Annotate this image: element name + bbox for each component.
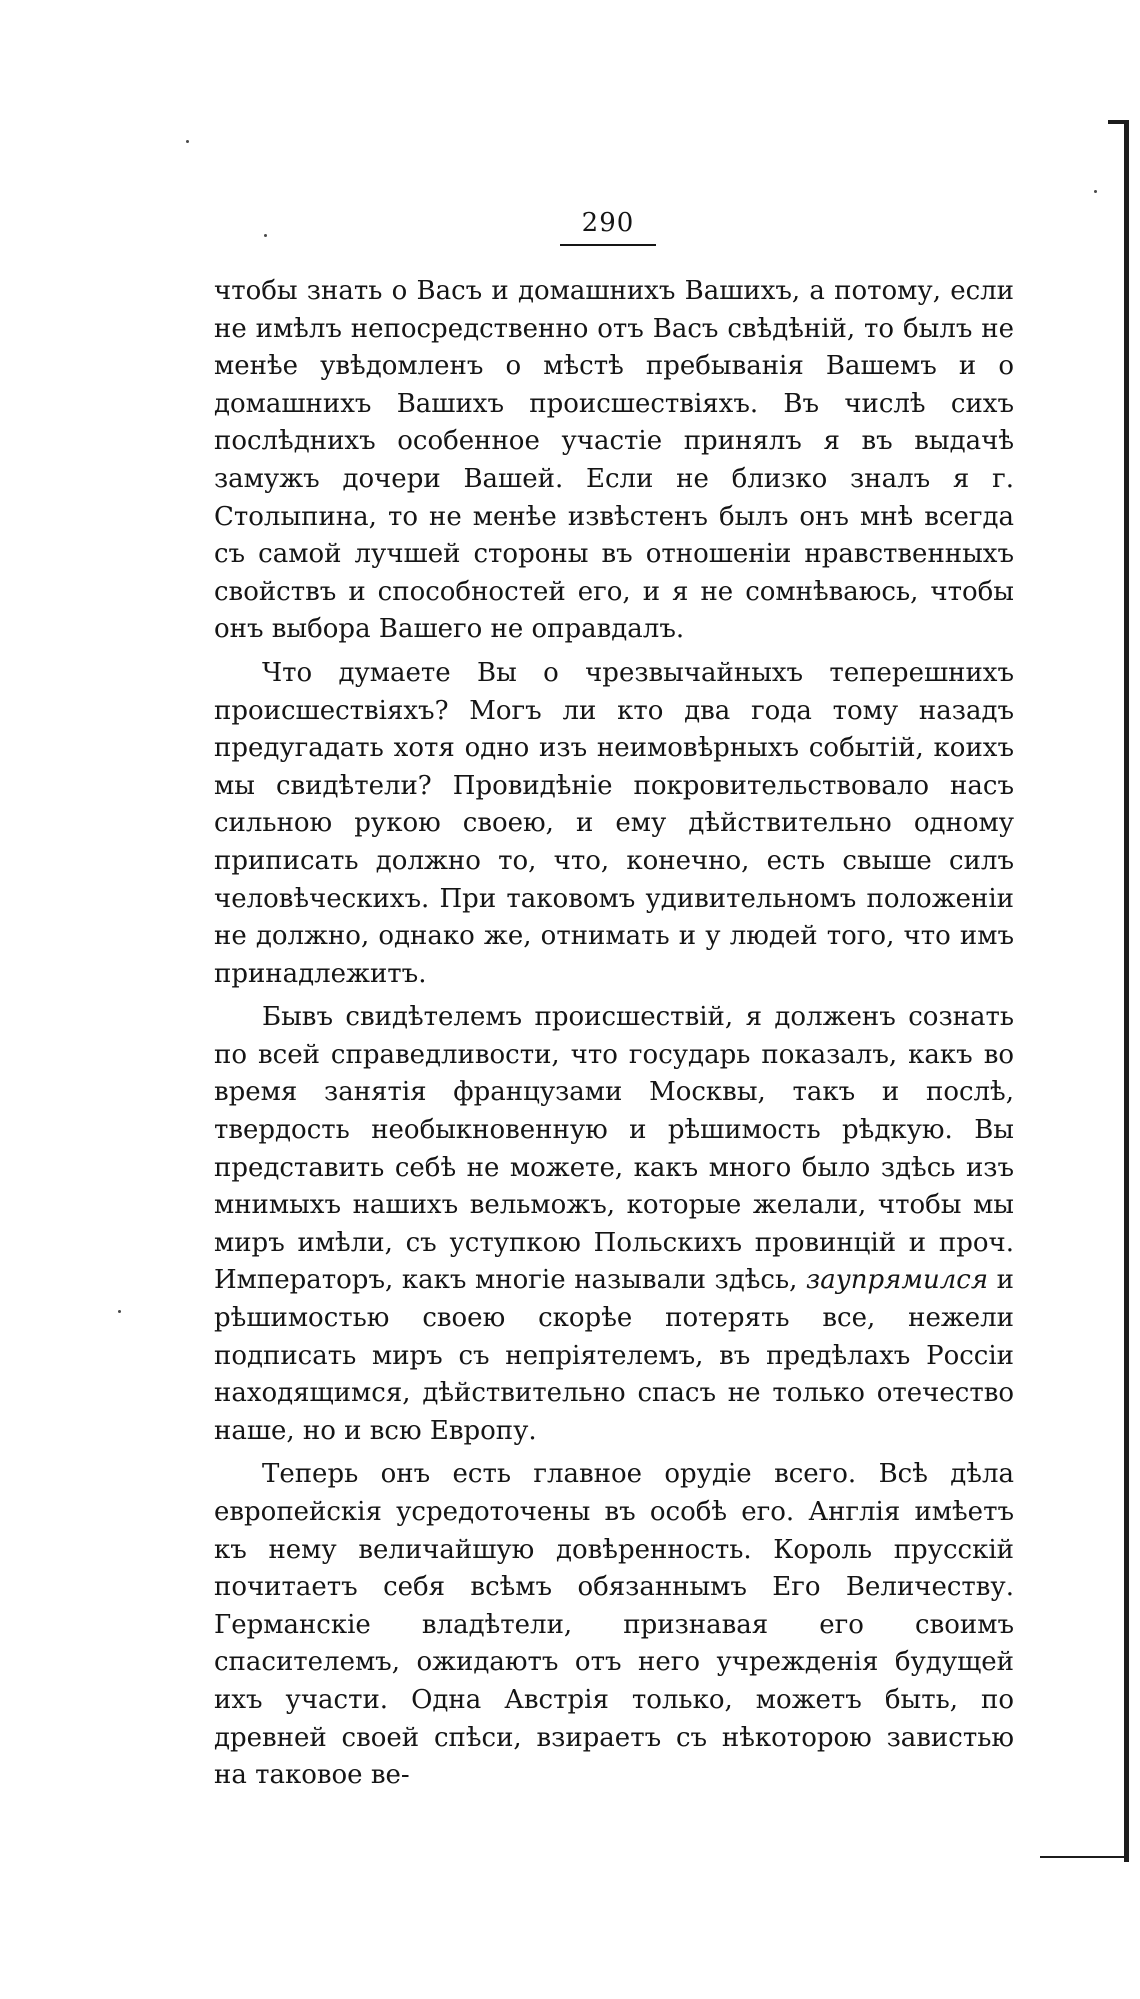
paragraph-3-text-end: и рѣшимостью своею скорѣе потерять все, нежели подписать миръ съ непріятелемъ, въ предѣлахъ Россіи находящимся, дѣйствительно спасъ не только отечество наше, но и всю Европу. bbox=[214, 1265, 1014, 1446]
paragraph-1: чтобы знать о Васъ и домашнихъ Вашихъ, а потому, если не имѣлъ непосредственно отъ Васъ свѣдѣній, то былъ не менѣе увѣдомленъ о мѣстѣ пребыванія Вашемъ и о домашнихъ Вашихъ происшествіяхъ. Въ числѣ сихъ послѣднихъ особенное участіе принялъ я въ выдачѣ замужъ дочери Вашей. Если не близко зналъ я г. Столыпина, то не менѣе извѣстенъ былъ онъ мнѣ всегда съ самой лучшей стороны въ отношеніи нравственныхъ свойствъ и способностей его, и я не сомнѣваюсь, чтобы онъ выбора Вашего не оправдалъ. bbox=[214, 276, 1014, 645]
page-edge-bar bbox=[1124, 120, 1129, 1862]
scan-speck bbox=[264, 234, 267, 237]
paragraph-4: Теперь онъ есть главное орудіе всего. Всѣ дѣла европейскія усредоточены въ особѣ его. Англія имѣетъ къ нему величайшую довѣренность. Король прусскій почитаетъ себя всѣмъ обязаннымъ Его Величеству. Германскіе владѣтели, признавая его своимъ спасителемъ, ожидаютъ отъ него учрежденія будущей ихъ участи. Одна Австрія только, можетъ быть, по древней своей спѣси, взираетъ съ нѣкоторою завистью на таковое ве- bbox=[214, 1459, 1014, 1791]
scan-speck bbox=[1094, 190, 1097, 193]
italic-word: заупрямился bbox=[806, 1265, 989, 1296]
scan-speck bbox=[186, 140, 189, 143]
paragraph-2: Что думаете Вы о чрезвычайныхъ теперешнихъ происшествіяхъ? Могъ ли кто два года тому назадъ предугадать хотя одно изъ неимовѣрныхъ событій, коихъ мы свидѣтели? Провидѣніе покровительствовало насъ сильною рукою своею, и ему дѣйствительно одному приписать должно то, что, конечно, есть свыше силъ человѣческихъ. При таковомъ удивительномъ положеніи не должно, однако же, отнимать и у людей того, что имъ принадлежитъ. bbox=[214, 657, 1014, 989]
scan-speck bbox=[118, 1310, 121, 1313]
page-number: 290 bbox=[560, 208, 656, 246]
page-edge-notch bbox=[1108, 120, 1124, 124]
page-edge-foot-line bbox=[1040, 1856, 1124, 1858]
body-text bbox=[214, 273, 1014, 1795]
paragraph-3-text-start: Бывъ свидѣтелемъ происшествій, я долженъ сознать по всей справедливости, что государь показалъ, какъ во время занятія французами Москвы, такъ и послѣ, твердость необыкновенную и рѣшимость рѣдкую. Вы представить себѣ не можете, какъ много было здѣсь изъ мнимыхъ нашихъ вельможъ, которые желали, чтобы мы миръ имѣли, съ уступкою Польскихъ провинцій и проч. Императоръ, какъ многіе называли здѣсь, bbox=[214, 1002, 1014, 1296]
paragraph-3 bbox=[214, 999, 1014, 1450]
